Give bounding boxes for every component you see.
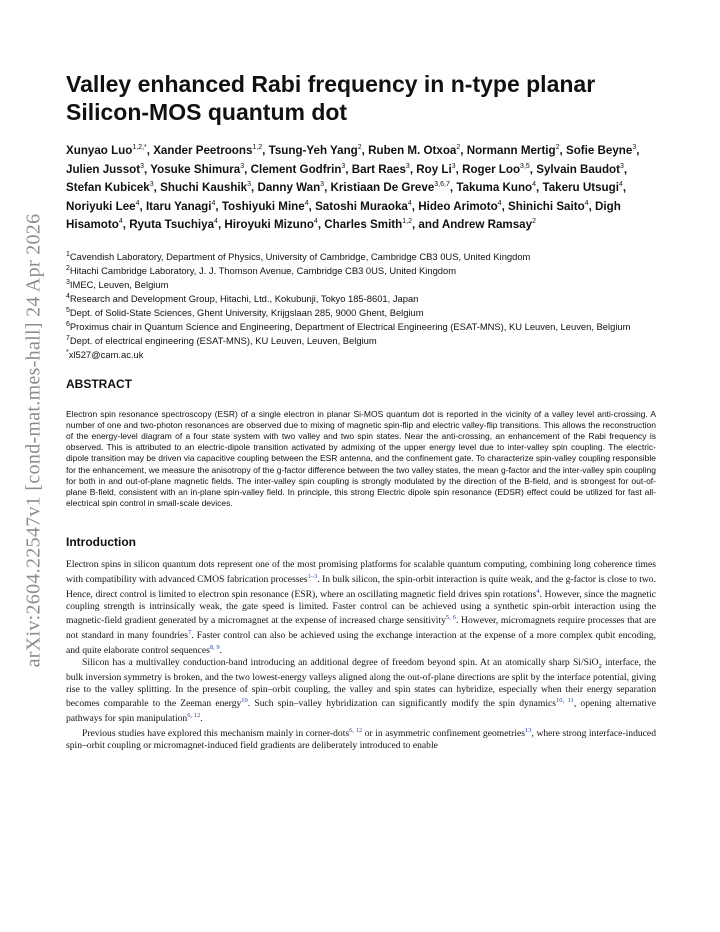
author-affiliation-mark: 3 [632, 144, 637, 151]
author [66, 144, 153, 157]
affiliation-text: Research and Development Group, Hitachi, Ltd., Kokubunji, Tokyo 185-8601, Japan [69, 293, 419, 305]
affiliation-mark: 1 [66, 251, 70, 259]
author-name: Shuchi Kaushik [160, 181, 248, 195]
author-separator: , [411, 199, 419, 213]
author [442, 218, 536, 231]
author-affiliation-mark: 2 [357, 144, 362, 151]
affiliation-mark: 3 [66, 279, 70, 287]
author-separator: , [251, 181, 258, 195]
citation: 6, 12 [187, 712, 201, 720]
author-separator: , [449, 181, 457, 195]
affiliation-mark: 4 [66, 293, 70, 301]
author-name: Takeru Utsugi [542, 181, 619, 195]
author-name: Xunyao Luo [66, 143, 133, 157]
citation: 10, 11 [556, 697, 574, 705]
author-affiliation-mark: 4 [497, 199, 502, 207]
author-affiliation-mark: 3 [247, 181, 252, 189]
author-name: Sylvain Baudot [536, 162, 620, 176]
author-separator: , [361, 143, 369, 157]
text-run: Previous studies have explored this mechanism mainly in corner-dots [82, 728, 350, 740]
author [251, 163, 352, 176]
author-name: Tsung-Yeh Yang [268, 143, 358, 157]
author-affiliation-mark: 4 [532, 181, 537, 189]
author [508, 200, 595, 213]
author-name: Clement Godfrin [250, 162, 342, 176]
author-separator: , [244, 162, 251, 176]
author-affiliation-mark: 2 [456, 144, 461, 151]
author-name: Itaru Yanagi [145, 199, 212, 213]
citation: 1–3 [307, 573, 318, 581]
author-affiliation-mark: 4 [214, 218, 218, 226]
abstract-heading: ABSTRACT [66, 376, 132, 391]
citation: 5, 6 [445, 614, 456, 622]
author [150, 163, 250, 176]
citation: 13 [525, 726, 532, 734]
text-run: , where strong interface-induced spin–orbit coupling or micromagnet-induced field gradients are deliberately introduced to enable [66, 728, 656, 751]
author [542, 181, 626, 194]
text-run: , opening alternative pathways for spin manipulation [66, 698, 656, 725]
affiliation-text: Dept. of Solid-State Sciences, Ghent University, Krijgslaan 285, 9000 Ghent, Belgium [69, 307, 424, 319]
introduction-heading: Introduction [66, 535, 136, 550]
author-affiliation-mark: 3 [451, 162, 456, 170]
author-affiliation-mark: 4 [211, 199, 216, 207]
author [153, 144, 268, 157]
author [331, 181, 457, 194]
author-separator: , [144, 162, 151, 176]
author-name: Bart Raes [351, 162, 406, 176]
author [324, 218, 442, 231]
author-separator: , [215, 199, 222, 213]
affiliation-list [66, 249, 656, 360]
text-run: . However, since the magnetic coupling strength is intrinsically weak, the gate speed is limited. Faster control can be achieved using a synthetic spin-orbit interaction using the magnetic-field gradient generated by a micromagnet at the expense of increased charge sensitivity [66, 589, 657, 627]
text-run: or in asymmetric confinement geometries [362, 728, 526, 740]
affiliation [66, 249, 656, 263]
author-name: Charles Smith [324, 218, 403, 232]
author-separator: , [139, 199, 146, 213]
author-separator: , [217, 218, 225, 232]
author-affiliation-mark: 3,5 [520, 162, 530, 170]
citation: 7 [188, 629, 192, 637]
author-separator: , [345, 162, 352, 176]
author [160, 181, 257, 194]
affiliation [66, 291, 656, 305]
affiliation-text: Hitachi Cambridge Laboratory, J. J. Thomson Avenue, Cambridge CB3 0US, United Kingdom [69, 265, 457, 277]
author-separator: , [636, 143, 640, 157]
author-affiliation-mark: 1,2 [252, 144, 263, 151]
author-name: Normann Mertig [466, 143, 556, 157]
author-separator: , [262, 143, 269, 157]
affiliation [66, 305, 656, 319]
author [418, 200, 508, 213]
introduction-paragraph-3 [66, 725, 656, 751]
affiliation [66, 347, 656, 361]
text-run: . [219, 644, 223, 656]
author-separator: , [409, 162, 417, 176]
author-separator: , [324, 181, 331, 195]
author-separator: , [501, 199, 509, 213]
author [462, 163, 536, 176]
author-name: Sofie Beyne [565, 143, 633, 157]
author-name: Roger Loo [462, 162, 521, 176]
text-run: . However, micromagnets require processes that are not standard in many foundries [66, 615, 656, 642]
affiliation [66, 277, 656, 291]
affiliation [66, 319, 656, 333]
author-affiliation-mark: 4 [135, 199, 140, 207]
author [146, 200, 222, 213]
affiliation-text: IMEC, Leuven, Belgium [69, 279, 169, 291]
author-name: Ruben M. Otxoa [368, 143, 457, 157]
author-affiliation-mark: 1,2,* [132, 144, 147, 151]
arxiv-sidebar [8, 200, 60, 680]
author [66, 200, 146, 213]
author [129, 218, 224, 231]
author-affiliation-mark: 2 [555, 144, 560, 151]
author [536, 163, 627, 176]
author-affiliation-mark: 3 [240, 162, 245, 170]
text-run: interface, the bulk inversion symmetry is broken, and the two lowest-energy valleys aligned along the out-of-plane directions are split by the interface potential, giving rise to the valley splitting. In the presence of spin–orbit coupling, the valley and spin states can hybridize, especially when their energy separation becomes comparable to the Zeeman energy [66, 656, 656, 710]
author-name: Xander Peetroons [153, 143, 253, 157]
author [456, 181, 542, 194]
author-name: Yosuke Shimura [150, 162, 241, 176]
author-affiliation-mark: 4 [313, 218, 318, 226]
affiliation-mark: * [66, 348, 69, 356]
author-separator: , [588, 199, 596, 213]
author-name: Satoshi Muraoka [315, 199, 408, 213]
introduction-paragraph-1 [66, 559, 656, 656]
author-affiliation-mark: 4 [584, 199, 589, 207]
author-name: Digh Hisamoto [66, 199, 621, 232]
author-affiliation-mark: 1,2 [402, 218, 412, 226]
author-separator: , [455, 162, 463, 176]
text-run: Silicon has a multivalley conduction-band introducing an additional degree of freedom beyond spin. At an atomically sharp Si/SiO [82, 656, 599, 668]
author-name: Noriyuki Lee [66, 199, 136, 213]
author [257, 181, 330, 194]
author-name: Roy Li [416, 162, 452, 176]
author-name: Hiroyuki Mizuno [224, 218, 314, 232]
author [269, 144, 368, 157]
affiliation-mark: 2 [66, 265, 70, 273]
author-affiliation-mark: 3 [140, 162, 144, 170]
author-affiliation-mark: 4 [118, 218, 123, 226]
author-separator: , and [411, 218, 442, 232]
author-affiliation-mark: 4 [618, 181, 623, 189]
author [566, 144, 640, 157]
author-affiliation-mark: 3 [149, 181, 154, 189]
author-separator: , [559, 143, 566, 157]
introduction-paragraph-2 [66, 657, 656, 725]
author-name: Julien Jussot [66, 162, 141, 176]
author [315, 200, 418, 213]
arxiv-identifier: arXiv:2604.22547v1 [cond-mat.mes-hall] 24 Apr 2026 [22, 213, 45, 667]
author-affiliation-mark: 4 [407, 199, 412, 207]
author-affiliation-mark: 3 [619, 162, 624, 170]
author-name: Kristiaan De Greve [330, 181, 435, 195]
author [224, 218, 324, 231]
subscript: 2 [598, 662, 602, 670]
author-affiliation-mark: 3 [405, 162, 410, 170]
affiliation-text: xl527@cam.ac.uk [68, 348, 144, 360]
citation: 8, 9 [209, 643, 220, 651]
author [352, 163, 417, 176]
paper-content [66, 70, 656, 751]
affiliation-text: Dept. of electrical engineering (ESAT-MNS), KU Leuven, Leuven, Belgium [69, 334, 377, 346]
author-affiliation-mark: 4 [304, 199, 309, 207]
author-name: Toshiyuki Mine [221, 199, 305, 213]
paper-title: Valley enhanced Rabi frequency in n-type planar Silicon-MOS quantum dot [66, 71, 596, 125]
text-run: . [200, 713, 203, 725]
text-run: Electron spins in silicon quantum dots represent one of the most promising platforms for scalable quantum computing, combining long coherence times with compatibility with advanced CMOS fabrication processes [66, 559, 656, 586]
author [368, 144, 467, 157]
author-affiliation-mark: 3 [341, 162, 346, 170]
author-separator: , [153, 181, 161, 195]
affiliation-text: Proximus chair in Quantum Science and Engineering, Department of Electrical Engineering (ESAT-MNS), KU Leuven, Leuven, Belgium [69, 321, 631, 333]
author-separator: , [460, 143, 467, 157]
author-name: Hideo Arimoto [418, 199, 498, 213]
affiliation-text: Cavendish Laboratory, Department of Physics, University of Cambridge, Cambridge CB3 0US, United Kingdom [69, 251, 531, 263]
author [222, 200, 315, 213]
author [66, 163, 150, 176]
citation: 10 [241, 697, 248, 705]
author-separator: , [146, 143, 154, 157]
author [467, 144, 566, 157]
author [416, 163, 462, 176]
affiliation [66, 263, 656, 277]
author-separator: , [122, 218, 130, 232]
author-separator: , [536, 181, 543, 195]
author-separator: , [623, 162, 628, 176]
affiliation [66, 333, 656, 347]
affiliation-mark: 7 [66, 334, 70, 342]
author-separator: , [317, 218, 325, 232]
affiliation-mark: 5 [66, 306, 70, 314]
author-name: Shinichi Saito [508, 199, 585, 213]
author-name: Danny Wan [257, 181, 321, 195]
author-name: Ryuta Tsuchiya [129, 218, 215, 232]
author-separator: , [622, 181, 627, 195]
author-name: Andrew Ramsay [441, 218, 533, 232]
author-name: Stefan Kubicek [66, 181, 150, 195]
text-run: . Such spin–valley hybridization can significantly modify the spin dynamics [247, 698, 556, 710]
author-separator: , [308, 199, 316, 213]
author-list [66, 140, 656, 233]
text-run: . Faster control can also be achieved using the exchange interaction at the expense of a more complex qubit encoding, and quite elaborate control sequences [66, 630, 656, 656]
author [66, 181, 160, 194]
citation: 6, 12 [349, 726, 363, 734]
text-run: . In bulk silicon, the spin-orbit interaction is quite weak, and the g-factor is close to two. Hence, direct control is limited to electron spin resonance (ESR), where an oscillating magnetic field drives spin rotations [66, 574, 657, 601]
affiliation-mark: 6 [66, 320, 70, 328]
author-name: Takuma Kuno [456, 181, 533, 195]
author-affiliation-mark: 3,6,7 [434, 181, 450, 189]
author-affiliation-mark: 3 [320, 181, 325, 189]
author-separator: , [529, 162, 537, 176]
author-affiliation-mark: 2 [532, 218, 536, 226]
citation: 4 [536, 587, 540, 595]
abstract-body: Electron spin resonance spectroscopy (ESR) of a single electron in planar Si-MOS quantum dot is reported in the vicinity of a valley level anti-crossing. A number of one and two-photon resonances are observed due to mixing of magnetic spin-flip and electric valley-flip transitions. This allows the reconstruction of the energy-level diagram of a four state system with two valley and two spin states. Near the anti-crossing, an enhancement of the Rabi frequency is observed. This is attributed to an electric-dipole transition activated by admixing of the upper energy level due to inter-valley spin coupling. The electric-dipole transition may be driven via capacitive coupling between the ESR antenna, and the confinement gate. To characterize spin-valley coupling responsible for the enhancement, we measure the anisotropy of the g-factor difference between the two valley states, the mean g-factor and the inter-valley spin coupling for both in and out-of-plane magnetic fields. The inter-valley spin coupling is strongly modulated by the direction of the B-field, and is strongest for out-of-plane B-field, consistent with an in-plane spin-valley field. In principle, this strong Electric dipole spin resonance (EDSR) effect could be utilized for fast all-electrical spin control in small-scale devices. [66, 408, 656, 509]
